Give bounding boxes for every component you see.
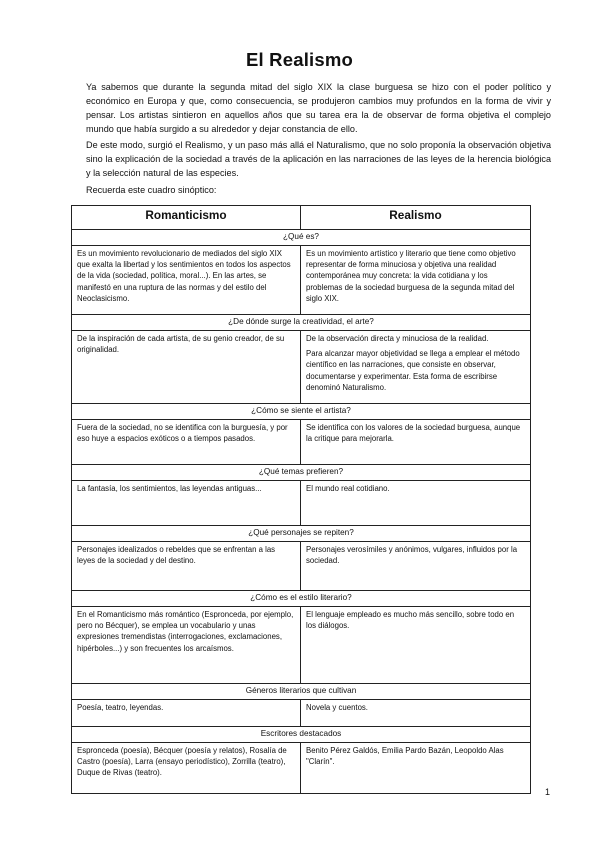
cell-text: Novela y cuentos. [306, 703, 368, 712]
content-row [72, 607, 531, 684]
realismo-cell [301, 481, 531, 526]
section-question: Escritores destacados [72, 727, 531, 743]
cell-text: El lenguaje empleado es mucho más sencillo, sobre todo en los diálogos. [306, 610, 515, 631]
intro-paragraph-2: De este modo, surgió el Realismo, y un paso más allá el Naturalismo, que no solo proponía la observación objetiva sino la explicación de la sociedad a través de la aplicación en las narraciones de las leyes de la herencia biológica y la selección natural de las especies. [86, 140, 551, 178]
content-row [72, 331, 531, 404]
question-row [72, 230, 531, 246]
cell-text: Benito Pérez Galdós, Emilia Pardo Bazán, Leopoldo Alas "Clarín". [306, 746, 504, 767]
romanticismo-cell [72, 420, 301, 465]
section-question: ¿Qué temas prefieren? [72, 465, 531, 481]
cell-text: Es un movimiento revolucionario de mediados del siglo XIX que exalta la libertad y los sentimientos en todos los aspectos de la vida (sociedad, política, moral...). En las artes, se manifestó en una ruptura de las normas y del estilo del Neoclasicismo. [77, 249, 291, 303]
content-row [72, 481, 531, 526]
realismo-cell [301, 246, 531, 315]
section-question: ¿Cómo se siente el artista? [72, 404, 531, 420]
column-header-realismo: Realismo [301, 206, 531, 230]
question-row [72, 315, 531, 331]
realismo-cell [301, 420, 531, 465]
realismo-cell [301, 743, 531, 794]
cell-text: Personajes idealizados o rebeldes que se enfrentan a las leyes de la sociedad y del destino. [77, 545, 276, 566]
section-question: ¿Qué es? [72, 230, 531, 246]
synoptic-table [71, 205, 531, 794]
intro-paragraph-1: Ya sabemos que durante la segunda mitad del siglo XIX la clase burguesa se hizo con el poder político y económico en Europa y que, como consecuencia, se produjeron cambios muy profundos en la forma de vivir y pensar. Los artistas sintieron en aquellos años que su tarea era la de observar de forma objetiva el complejo mundo que había surgido a su alrededor y dejar constancia de ello. [86, 82, 551, 134]
cell-text: Poesía, teatro, leyendas. [77, 703, 164, 712]
content-row [72, 542, 531, 591]
table-body [72, 230, 531, 794]
romanticismo-cell [72, 331, 301, 404]
cell-text: De la inspiración de cada artista, de su genio creador, de su originalidad. [77, 334, 285, 355]
question-row [72, 465, 531, 481]
section-question: ¿Qué personajes se repiten? [72, 526, 531, 542]
section-question: ¿De dónde surge la creatividad, el arte? [72, 315, 531, 331]
section-question: ¿Cómo es el estilo literario? [72, 591, 531, 607]
question-row [72, 727, 531, 743]
cell-text: De la observación directa y minuciosa de la realidad. [306, 334, 489, 343]
content-row [72, 743, 531, 794]
content-row [72, 700, 531, 727]
table-header-row [72, 206, 531, 230]
realismo-cell [301, 700, 531, 727]
cell-text: En el Romanticismo más romántico (Espronceda, por ejemplo, pero no Bécquer), se emplea un vocabulario y unas expresiones tremendistas (interrogaciones, exclamaciones, hipérboles...) y son frecuentes los arcaísmos. [77, 610, 294, 653]
cell-text: Espronceda (poesía), Bécquer (poesía y relatos), Rosalía de Castro (poesía), Larra (ensayo periodístico), Zorrilla (teatro), Duque de Rivas (teatro). [77, 746, 287, 778]
cell-text: Se identifica con los valores de la sociedad burguesa, aunque la critique para mejorarla. [306, 423, 521, 444]
cell-text: La fantasía, los sentimientos, las leyendas antiguas... [77, 484, 262, 493]
section-question: Géneros literarios que cultivan [72, 684, 531, 700]
content-row [72, 420, 531, 465]
question-row [72, 591, 531, 607]
question-row [72, 404, 531, 420]
cell-text: Para alcanzar mayor objetividad se llega a emplear el método científico en las narraciones, que consiste en observar, documentarse y experimentar. Esta forma de escribirse denominó Naturalismo. [306, 349, 520, 392]
realismo-cell [301, 542, 531, 591]
cell-text: Personajes verosímiles y anónimos, vulgares, influidos por la sociedad. [306, 545, 518, 566]
page-title: El Realismo [245, 49, 354, 70]
question-row [72, 526, 531, 542]
realismo-cell [301, 331, 531, 404]
question-row [72, 684, 531, 700]
realismo-cell [301, 607, 531, 684]
romanticismo-cell [72, 700, 301, 727]
column-header-romanticismo: Romanticismo [72, 206, 301, 230]
romanticismo-cell [72, 542, 301, 591]
page-number: 1 [544, 787, 550, 797]
content-row [72, 246, 531, 315]
romanticismo-cell [72, 607, 301, 684]
cell-text: Es un movimiento artístico y literario que tiene como objetivo representar de forma minuciosa y objetiva una realidad contemporánea muy concreta: la vida cotidiana y los problemas de la sociedad burguesa de la segunda mitad del siglo XIX. [306, 249, 516, 303]
cell-text: Fuera de la sociedad, no se identifica con la burguesía, y por eso huye a espacios exóticos o a tiempos pasados. [77, 423, 288, 444]
cell-text: El mundo real cotidiano. [306, 484, 390, 493]
romanticismo-cell [72, 743, 301, 794]
romanticismo-cell [72, 246, 301, 315]
romanticismo-cell [72, 481, 301, 526]
table-lead-text: Recuerda este cuadro sinóptico: [86, 185, 217, 195]
